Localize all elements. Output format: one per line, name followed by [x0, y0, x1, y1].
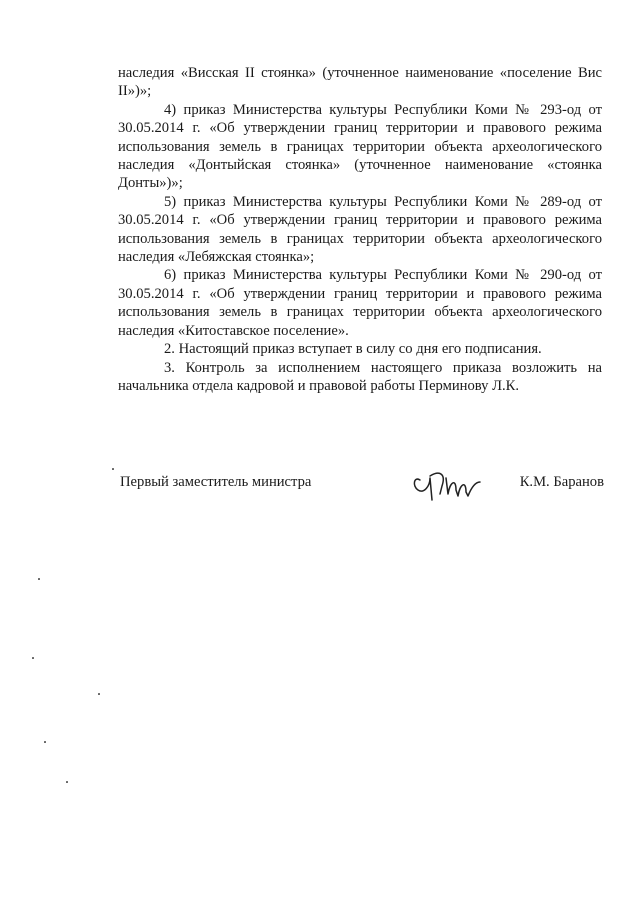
paragraph-item-5: 5) приказ Министерства культуры Республики Коми № 289-од от 30.05.2014 г. «Об утверждении границ территории и правового режима использования земель в границах территории объекта археологического наследия «Лебяжская стоянка»;	[118, 193, 602, 266]
scan-speck	[44, 741, 46, 743]
signature-block	[118, 466, 604, 506]
signatory-title: Первый заместитель министра	[120, 474, 312, 490]
handwritten-signature	[406, 460, 502, 508]
signatory-name: К.М. Баранов	[519, 474, 604, 490]
paragraph-intro: наследия «Висская II стоянка» (уточненное наименование «поселение Вис II»)»;	[118, 65, 602, 100]
scan-speck	[38, 578, 40, 580]
paragraph-item-6: 6) приказ Министерства культуры Республики Коми № 290-од от 30.05.2014 г. «Об утверждении границ территории и правового режима использования земель в границах территории объекта археологического наследия «Китоставское поселение».	[118, 267, 602, 339]
order-body	[118, 64, 602, 395]
scan-speck	[98, 693, 100, 695]
paragraph-item-4: 4) приказ Министерства культуры Республики Коми № 293-од от 30.05.2014 г. «Об утверждении границ территории и правового режима использования земель в границах территории объекта археологического наследия «Донтыйская стоянка» (уточненное наименование «стоянка Донты»)»;	[118, 101, 602, 192]
scan-speck	[66, 781, 68, 783]
paragraph-point-2: 2. Настоящий приказ вступает в силу со дня его подписания.	[164, 341, 542, 358]
scan-speck	[32, 657, 34, 659]
scan-speck	[112, 468, 114, 470]
paragraph-point-3: 3. Контроль за исполнением настоящего приказа возложить на начальника отдела кадровой и правовой работы Перминову Л.К.	[118, 359, 602, 394]
